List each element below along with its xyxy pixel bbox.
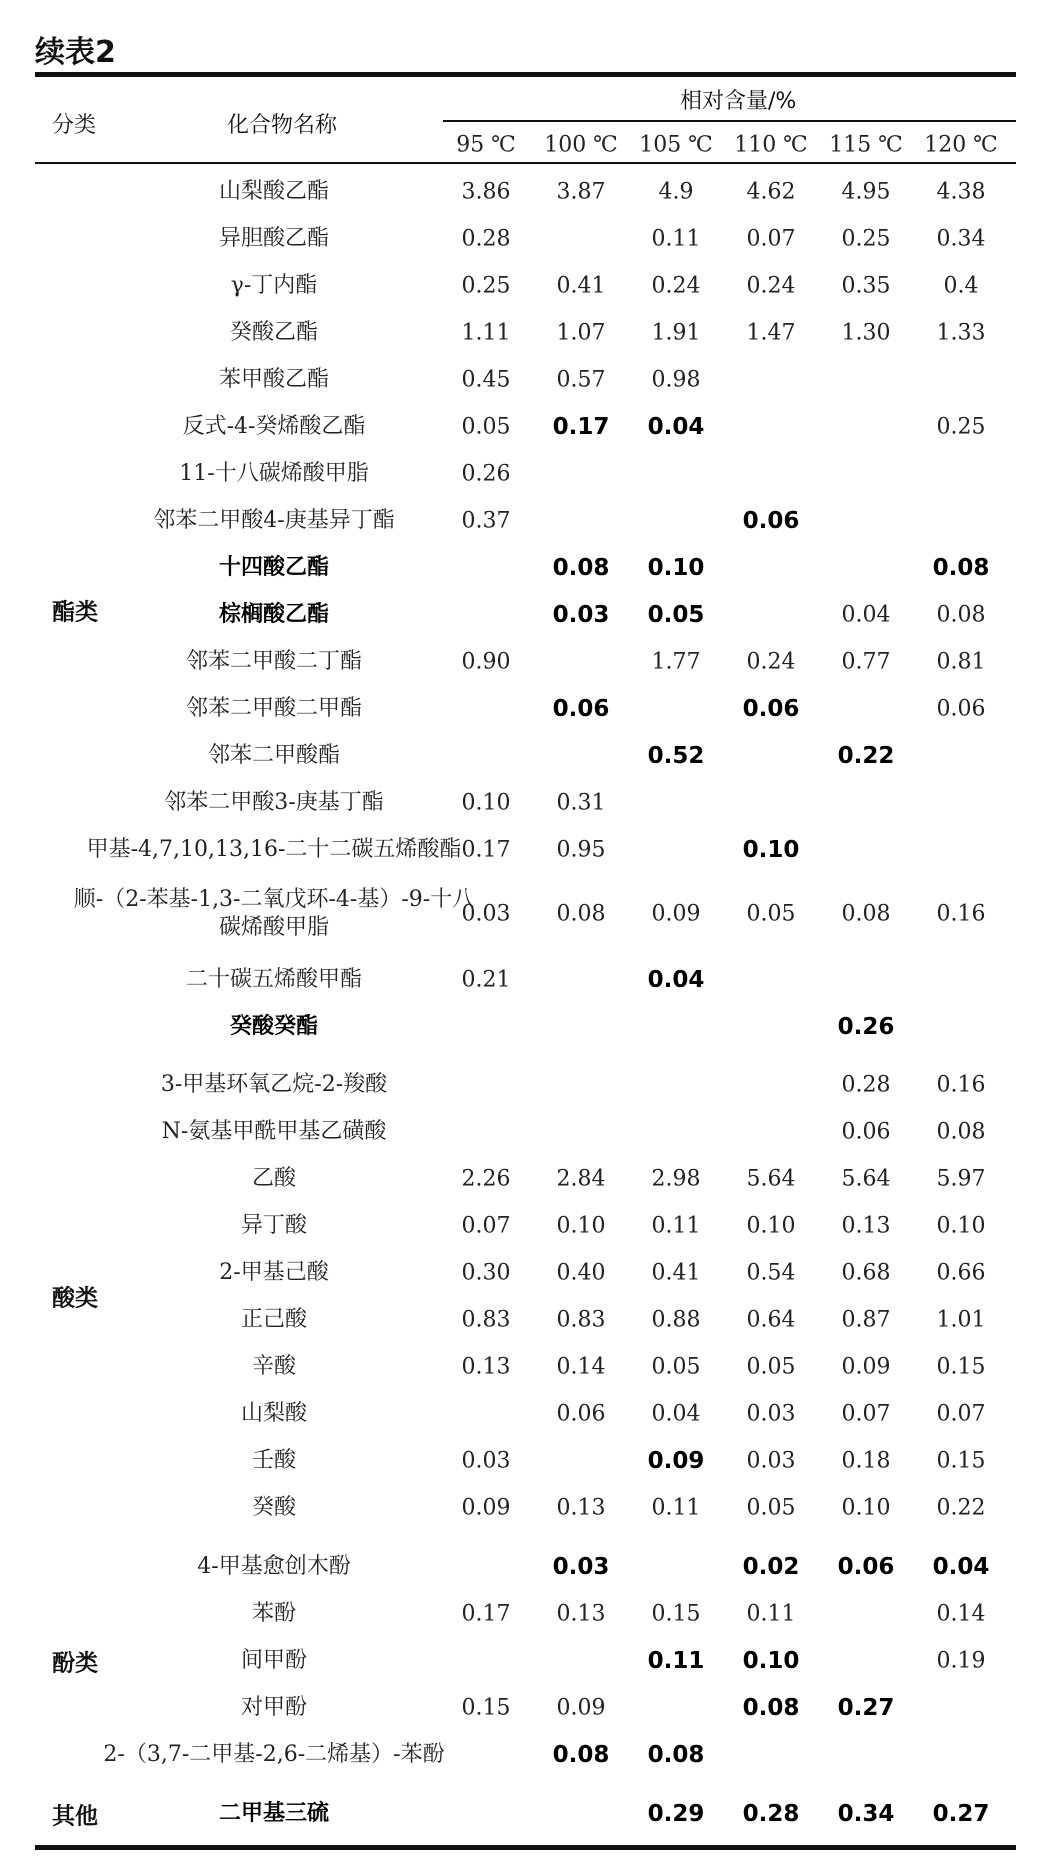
value-cell: 0.07 — [936, 1401, 986, 1427]
value-cell: 0.98 — [651, 367, 701, 393]
value-cell: 0.37 — [461, 508, 511, 534]
value-cell: 0.13 — [841, 1213, 891, 1239]
value-cell: 0.03 — [746, 1401, 796, 1427]
temperature-header: 120 ℃ — [924, 132, 998, 158]
value-cell: 0.35 — [841, 273, 891, 299]
value-cell: 0.03 — [552, 602, 610, 628]
value-cell: 0.68 — [841, 1260, 891, 1286]
value-cell: 0.10 — [461, 790, 511, 816]
value-cell: 0.10 — [742, 1648, 800, 1674]
value-cell: 0.81 — [936, 649, 986, 675]
value-cell: 0.28 — [461, 226, 511, 252]
compound-name: 二甲基三硫 — [218, 1801, 330, 1826]
compound-name: 乙酸 — [251, 1166, 297, 1191]
value-cell: 0.05 — [746, 1354, 796, 1380]
value-cell: 0.14 — [556, 1354, 606, 1380]
value-cell: 0.27 — [837, 1695, 895, 1721]
value-cell: 0.28 — [841, 1072, 891, 1098]
compound-name: 邻苯二甲酸二丁酯 — [185, 649, 363, 674]
value-cell: 0.10 — [556, 1213, 606, 1239]
temperature-header: 110 ℃ — [734, 132, 808, 158]
value-cell: 0.45 — [461, 367, 511, 393]
category-label: 酸类 — [52, 1285, 98, 1312]
value-cell: 0.11 — [651, 1213, 701, 1239]
value-cell: 2.98 — [651, 1166, 701, 1192]
compound-name: 山梨酸 — [240, 1401, 308, 1426]
value-cell: 0.66 — [936, 1260, 986, 1286]
value-cell: 0.09 — [841, 1354, 891, 1380]
value-cell: 1.91 — [651, 320, 701, 346]
value-cell: 0.41 — [651, 1260, 701, 1286]
value-cell: 0.13 — [556, 1495, 606, 1521]
value-cell: 0.05 — [746, 1495, 796, 1521]
value-cell: 0.24 — [651, 273, 701, 299]
value-cell: 0.4 — [943, 273, 979, 299]
value-cell: 0.54 — [746, 1260, 796, 1286]
value-cell: 1.77 — [651, 649, 701, 675]
compound-name: N-氨基甲酰甲基乙磺酸 — [161, 1119, 387, 1144]
value-cell: 0.10 — [647, 555, 705, 581]
value-cell: 0.11 — [651, 1495, 701, 1521]
value-cell: 3.86 — [461, 179, 511, 205]
value-cell: 0.15 — [651, 1601, 701, 1627]
header-bottom-rule — [35, 162, 1016, 164]
header-relative-content: 相对含量/% — [680, 89, 797, 114]
compound-name: 3-甲基环氧乙烷-2-羧酸 — [160, 1072, 388, 1097]
value-cell: 0.18 — [841, 1448, 891, 1474]
value-cell: 0.15 — [936, 1354, 986, 1380]
compound-name: 11-十八碳烯酸甲脂 — [179, 461, 369, 486]
value-cell: 0.34 — [837, 1801, 895, 1827]
value-cell: 0.34 — [936, 226, 986, 252]
value-cell: 0.29 — [647, 1801, 705, 1827]
bottom-rule — [35, 1845, 1016, 1850]
value-cell: 0.09 — [556, 1695, 606, 1721]
value-cell: 0.09 — [651, 901, 701, 927]
value-cell: 4.38 — [936, 179, 986, 205]
value-cell: 0.08 — [936, 1119, 986, 1145]
compound-name: 2-（3,7-二甲基-2,6-二烯基）-苯酚 — [103, 1742, 445, 1767]
compound-name: 癸酸癸酯 — [229, 1014, 319, 1039]
value-cell: 0.17 — [461, 837, 511, 863]
value-cell: 4.9 — [658, 179, 694, 205]
value-cell: 0.25 — [936, 414, 986, 440]
value-cell: 0.28 — [742, 1801, 800, 1827]
compound-name-line: 顺-（2-苯基-1,3-二氧戊环-4-基）-9-十八 — [73, 887, 475, 912]
compound-name: 二十碳五烯酸甲酯 — [185, 967, 363, 992]
value-cell: 1.47 — [746, 320, 796, 346]
compound-name: 邻苯二甲酸4-庚基异丁酯 — [153, 508, 395, 533]
value-cell: 0.57 — [556, 367, 606, 393]
value-cell: 0.13 — [461, 1354, 511, 1380]
value-cell: 0.13 — [556, 1601, 606, 1627]
compound-name: 4-甲基愈创木酚 — [197, 1554, 351, 1579]
value-cell: 0.04 — [841, 602, 891, 628]
value-cell: 0.08 — [936, 602, 986, 628]
compound-name: 十四酸乙酯 — [218, 555, 330, 580]
compound-name: 正己酸 — [240, 1307, 308, 1332]
value-cell: 1.33 — [936, 320, 986, 346]
table-caption: 续表2 — [35, 35, 116, 70]
value-cell: 0.10 — [742, 837, 800, 863]
value-cell: 0.40 — [556, 1260, 606, 1286]
value-cell: 5.97 — [936, 1166, 986, 1192]
value-cell: 0.08 — [932, 555, 990, 581]
compound-name: 辛酸 — [251, 1354, 297, 1379]
value-cell: 0.77 — [841, 649, 891, 675]
value-cell: 2.26 — [461, 1166, 511, 1192]
temperature-header: 115 ℃ — [829, 132, 903, 158]
value-cell: 1.11 — [461, 320, 511, 346]
value-cell: 0.06 — [552, 696, 610, 722]
value-cell: 0.08 — [742, 1695, 800, 1721]
value-cell: 0.22 — [837, 743, 895, 769]
value-cell: 0.31 — [556, 790, 606, 816]
value-cell: 0.11 — [647, 1648, 705, 1674]
value-cell: 5.64 — [841, 1166, 891, 1192]
compound-name-line: 碳烯酸甲脂 — [218, 915, 330, 940]
value-cell: 0.08 — [647, 1742, 705, 1768]
value-cell: 0.10 — [746, 1213, 796, 1239]
value-cell: 0.17 — [552, 414, 610, 440]
value-cell: 0.88 — [651, 1307, 701, 1333]
header-compound-name: 化合物名称 — [227, 113, 338, 138]
value-cell: 0.05 — [647, 602, 705, 628]
value-cell: 0.22 — [936, 1495, 986, 1521]
value-cell: 0.25 — [461, 273, 511, 299]
value-cell: 0.06 — [556, 1401, 606, 1427]
value-cell: 0.16 — [936, 1072, 986, 1098]
value-cell: 0.15 — [936, 1448, 986, 1474]
value-cell: 1.07 — [556, 320, 606, 346]
value-cell: 0.24 — [746, 273, 796, 299]
value-cell: 0.83 — [556, 1307, 606, 1333]
value-cell: 0.24 — [746, 649, 796, 675]
value-cell: 0.03 — [461, 901, 511, 927]
compound-name: 棕榈酸乙酯 — [218, 602, 330, 627]
value-cell: 0.08 — [552, 1742, 610, 1768]
value-cell: 0.02 — [742, 1554, 800, 1580]
compound-name: 邻苯二甲酸3-庚基丁酯 — [164, 790, 384, 815]
value-cell: 0.25 — [841, 226, 891, 252]
value-cell: 0.05 — [461, 414, 511, 440]
value-cell: 0.07 — [461, 1213, 511, 1239]
compound-name: 壬酸 — [251, 1448, 297, 1473]
value-cell: 0.08 — [552, 555, 610, 581]
compound-name: 癸酸 — [251, 1495, 297, 1520]
value-cell: 0.05 — [651, 1354, 701, 1380]
compound-name: 山梨酸乙酯 — [218, 179, 330, 204]
value-cell: 0.21 — [461, 967, 511, 993]
value-cell: 4.95 — [841, 179, 891, 205]
value-cell: 0.14 — [936, 1601, 986, 1627]
top-rule — [35, 72, 1016, 77]
value-cell: 1.30 — [841, 320, 891, 346]
value-cell: 5.64 — [746, 1166, 796, 1192]
category-label: 酚类 — [52, 1650, 98, 1677]
value-cell: 0.07 — [746, 226, 796, 252]
value-cell: 2.84 — [556, 1166, 606, 1192]
value-cell: 0.41 — [556, 273, 606, 299]
header-category: 分类 — [52, 113, 97, 138]
compound-name: 异丁酸 — [240, 1213, 308, 1238]
compound-name: 2-甲基己酸 — [219, 1260, 329, 1285]
group-header-rule — [443, 120, 1016, 122]
value-cell: 0.27 — [932, 1801, 990, 1827]
value-cell: 3.87 — [556, 179, 606, 205]
compound-name: 甲基-4,7,10,13,16-二十二碳五烯酸酯 — [86, 837, 462, 862]
value-cell: 0.64 — [746, 1307, 796, 1333]
value-cell: 0.95 — [556, 837, 606, 863]
value-cell: 0.09 — [461, 1495, 511, 1521]
value-cell: 0.04 — [932, 1554, 990, 1580]
value-cell: 0.09 — [647, 1448, 705, 1474]
value-cell: 0.06 — [742, 696, 800, 722]
value-cell: 0.83 — [461, 1307, 511, 1333]
value-cell: 0.08 — [556, 901, 606, 927]
value-cell: 0.52 — [647, 743, 705, 769]
category-label: 其他 — [52, 1803, 98, 1830]
value-cell: 0.04 — [651, 1401, 701, 1427]
value-cell: 0.06 — [742, 508, 800, 534]
temperature-header: 100 ℃ — [544, 132, 618, 158]
compound-name: 异胆酸乙酯 — [218, 226, 330, 251]
compound-name: 反式-4-癸烯酸乙酯 — [182, 414, 366, 439]
value-cell: 0.06 — [837, 1554, 895, 1580]
compound-name: γ-丁内酯 — [230, 273, 318, 298]
compound-name: 苯酚 — [251, 1601, 297, 1626]
temperature-header: 105 ℃ — [639, 132, 713, 158]
compound-name: 癸酸乙酯 — [229, 320, 319, 345]
value-cell: 0.10 — [841, 1495, 891, 1521]
value-cell: 0.06 — [841, 1119, 891, 1145]
value-cell: 1.01 — [936, 1307, 986, 1333]
value-cell: 0.03 — [746, 1448, 796, 1474]
value-cell: 0.04 — [647, 967, 705, 993]
value-cell: 0.08 — [841, 901, 891, 927]
value-cell: 0.30 — [461, 1260, 511, 1286]
value-cell: 0.26 — [461, 461, 511, 487]
compound-name: 苯甲酸乙酯 — [218, 367, 330, 392]
category-label: 酯类 — [52, 599, 98, 626]
value-cell: 0.15 — [461, 1695, 511, 1721]
value-cell: 0.07 — [841, 1401, 891, 1427]
value-cell: 0.04 — [647, 414, 705, 440]
value-cell: 0.16 — [936, 901, 986, 927]
value-cell: 0.03 — [552, 1554, 610, 1580]
compound-name — [74, 886, 474, 942]
value-cell: 0.17 — [461, 1601, 511, 1627]
value-cell: 0.06 — [936, 696, 986, 722]
value-cell: 0.19 — [936, 1648, 986, 1674]
compound-name: 邻苯二甲酸酯 — [207, 743, 341, 768]
value-cell: 0.11 — [651, 226, 701, 252]
compound-name: 邻苯二甲酸二甲酯 — [185, 696, 363, 721]
temperature-header: 95 ℃ — [456, 132, 516, 158]
value-cell: 0.90 — [461, 649, 511, 675]
value-cell: 0.87 — [841, 1307, 891, 1333]
value-cell: 0.11 — [746, 1601, 796, 1627]
value-cell: 4.62 — [746, 179, 796, 205]
value-cell: 0.26 — [837, 1014, 895, 1040]
compound-name: 对甲酚 — [240, 1695, 308, 1720]
value-cell: 0.10 — [936, 1213, 986, 1239]
compound-name: 间甲酚 — [240, 1648, 308, 1673]
value-cell: 0.03 — [461, 1448, 511, 1474]
value-cell: 0.05 — [746, 901, 796, 927]
